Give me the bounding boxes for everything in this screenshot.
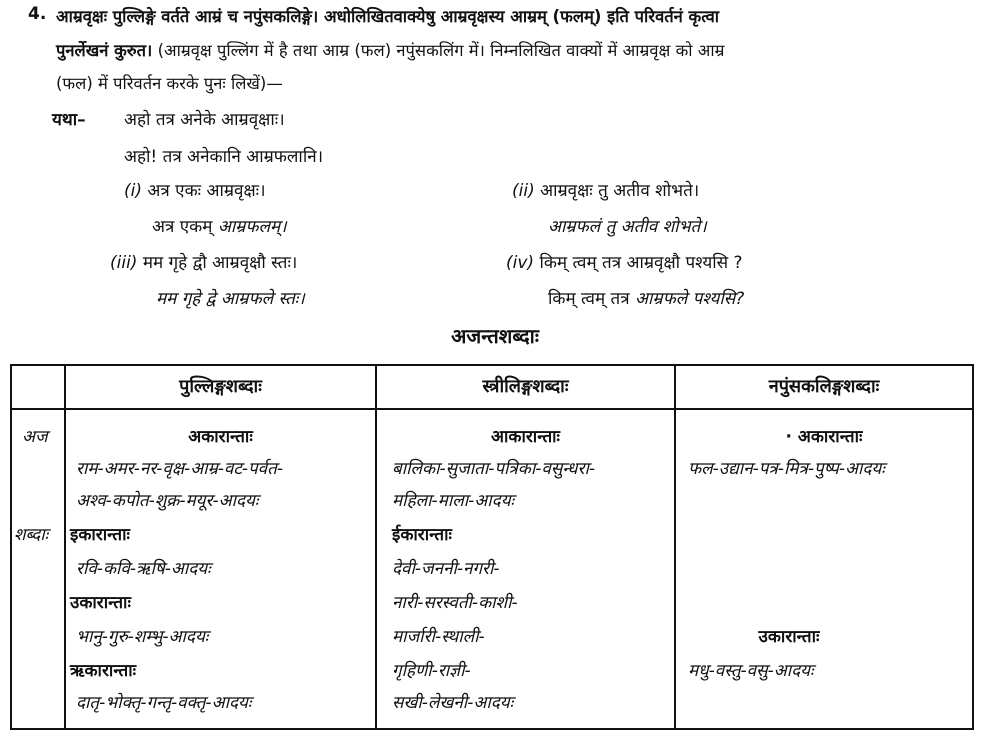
- item-4-answer-plain: किम् त्वम् तत्र: [548, 289, 630, 309]
- fem-ikaranta-line-4: गृहिणी-राज्ञी-: [392, 661, 471, 681]
- question-line-2-bold: पुनर्लेखनं कुरुत।: [56, 41, 153, 60]
- item-1-answer: [152, 214, 287, 237]
- item-4-sentence: [506, 250, 743, 273]
- question-line-3: (फल) में परिवर्तन करके पुनः लिखें)—: [56, 74, 283, 93]
- fem-ikaranta-title: ईकारान्ताः: [392, 525, 452, 545]
- item-2-number: (ii): [512, 181, 535, 201]
- fem-ikaranta-line-1: देवी-जननी-नगरी-: [392, 559, 500, 579]
- example-answer: अहो! तत्र अनेकानि आम्रफलानि।: [124, 147, 324, 167]
- masc-ikaranta-words: रवि-कवि-ऋषि-आदयः: [76, 559, 211, 579]
- item-4-answer: [548, 286, 744, 309]
- item-2-sentence: [512, 178, 699, 201]
- column-divider-1: [64, 366, 66, 728]
- neut-ukaranta-words: मधु-वस्तु-वसु-आदयः: [688, 661, 814, 681]
- column-divider-3: [674, 366, 676, 728]
- question-line-1: आम्रवृक्षः पुल्लिङ्गे वर्तते आम्रं च नपुंसकलिङ्गे। अधोलिखितवाक्येषु आम्रवृक्षस्य आम्रम् (फलम्) इति परिवर्तनं कृत्वा: [56, 7, 720, 26]
- masc-ukaranta-title: उकारान्ताः: [70, 593, 131, 613]
- fem-akaranta-line-1: बालिका-सुजाता-पत्रिका-वसुन्धरा-: [392, 459, 596, 479]
- item-1-answer-plain: अत्र एकम्: [152, 217, 213, 237]
- neut-akaranta-words: फल-उद्यान-पत्र-मित्र-पुष्प-आदयः: [688, 459, 885, 479]
- masc-akaranta-title: अकारान्ताः: [188, 427, 253, 447]
- item-4-number: (iv): [506, 253, 535, 273]
- question-line-2-rest: (आम्रवृक्ष पुल्लिंग में है तथा आम्र (फल) नपुंसकलिंग में। निम्नलिखित वाक्यों में आम्रवृक्ष को आम्र: [157, 41, 725, 60]
- fem-ikaranta-line-5: सखी-लेखनी-आदयः: [392, 693, 514, 713]
- item-4-answer-italic: आम्रफले पश्यसि?: [635, 289, 745, 309]
- section-title: अजन्तशब्दाः: [451, 324, 539, 348]
- neut-akaranta-title: · अकारान्ताः: [785, 427, 863, 447]
- masc-ukaranta-words: भानु-गुरु-शम्भु-आदयः: [76, 627, 209, 647]
- item-3-answer: मम गृहे द्वे आम्रफले स्तः।: [156, 289, 305, 309]
- masc-rkaranta-title: ऋकारान्ताः: [70, 661, 137, 681]
- example-sentence: अहो तत्र अनेके आम्रवृक्षाः।: [124, 110, 285, 130]
- fem-akaranta-line-2: महिला-माला-आदयः: [392, 491, 514, 511]
- header-masculine: पुल्लिङ्गशब्दाः: [179, 376, 262, 397]
- fem-ikaranta-line-2: नारी-सरस्वती-काशी-: [392, 593, 518, 613]
- neut-ukaranta-title: उकारान्ताः: [758, 627, 820, 647]
- item-3-sentence: [110, 250, 297, 273]
- question-line-2: [56, 38, 725, 61]
- header-divider: [12, 408, 972, 410]
- masc-rkaranta-words: दातृ-भोक्तृ-गन्तृ-वक्तृ-आदयः: [76, 693, 252, 713]
- question-number: 4.: [28, 4, 47, 24]
- masc-ikaranta-title: इकारान्ताः: [70, 525, 130, 545]
- item-2-text: आम्रवृक्षः तु अतीव शोभते।: [540, 181, 700, 201]
- item-1-sentence: [124, 178, 266, 201]
- item-3-number: (iii): [110, 253, 138, 273]
- side-label-bottom: शब्दाः: [14, 525, 49, 545]
- item-1-text: अत्र एकः आम्रवृक्षः।: [147, 181, 266, 201]
- item-1-number: (i): [124, 181, 142, 201]
- item-3-text: मम गृहे द्वौ आम्रवृक्षौ स्तः।: [142, 253, 298, 273]
- ajanta-table: [10, 364, 974, 730]
- masc-akaranta-line-1: राम-अमर-नर-वृक्ष-आम्र-वट-पर्वत-: [76, 459, 283, 479]
- item-2-answer: आम्रफलं तु अतीव शोभते।: [548, 217, 707, 237]
- fem-ikaranta-line-3: मार्जारी-स्थाली-: [392, 627, 485, 647]
- item-4-text: किम् त्वम् तत्र आम्रवृक्षौ पश्यसि ?: [539, 253, 743, 273]
- masc-akaranta-line-2: अश्व-कपोत-शुक्र-मयूर-आदयः: [76, 491, 259, 511]
- example-label: यथा–: [52, 110, 86, 130]
- header-feminine: स्त्रीलिङ्गशब्दाः: [482, 376, 569, 397]
- item-1-answer-italic: आम्रफलम्।: [217, 217, 287, 237]
- column-divider-2: [375, 366, 377, 728]
- fem-akaranta-title: आकारान्ताः: [491, 427, 560, 447]
- header-neuter: नपुंसकलिङ्गशब्दाः: [768, 376, 880, 397]
- side-label-top: अज: [22, 427, 48, 447]
